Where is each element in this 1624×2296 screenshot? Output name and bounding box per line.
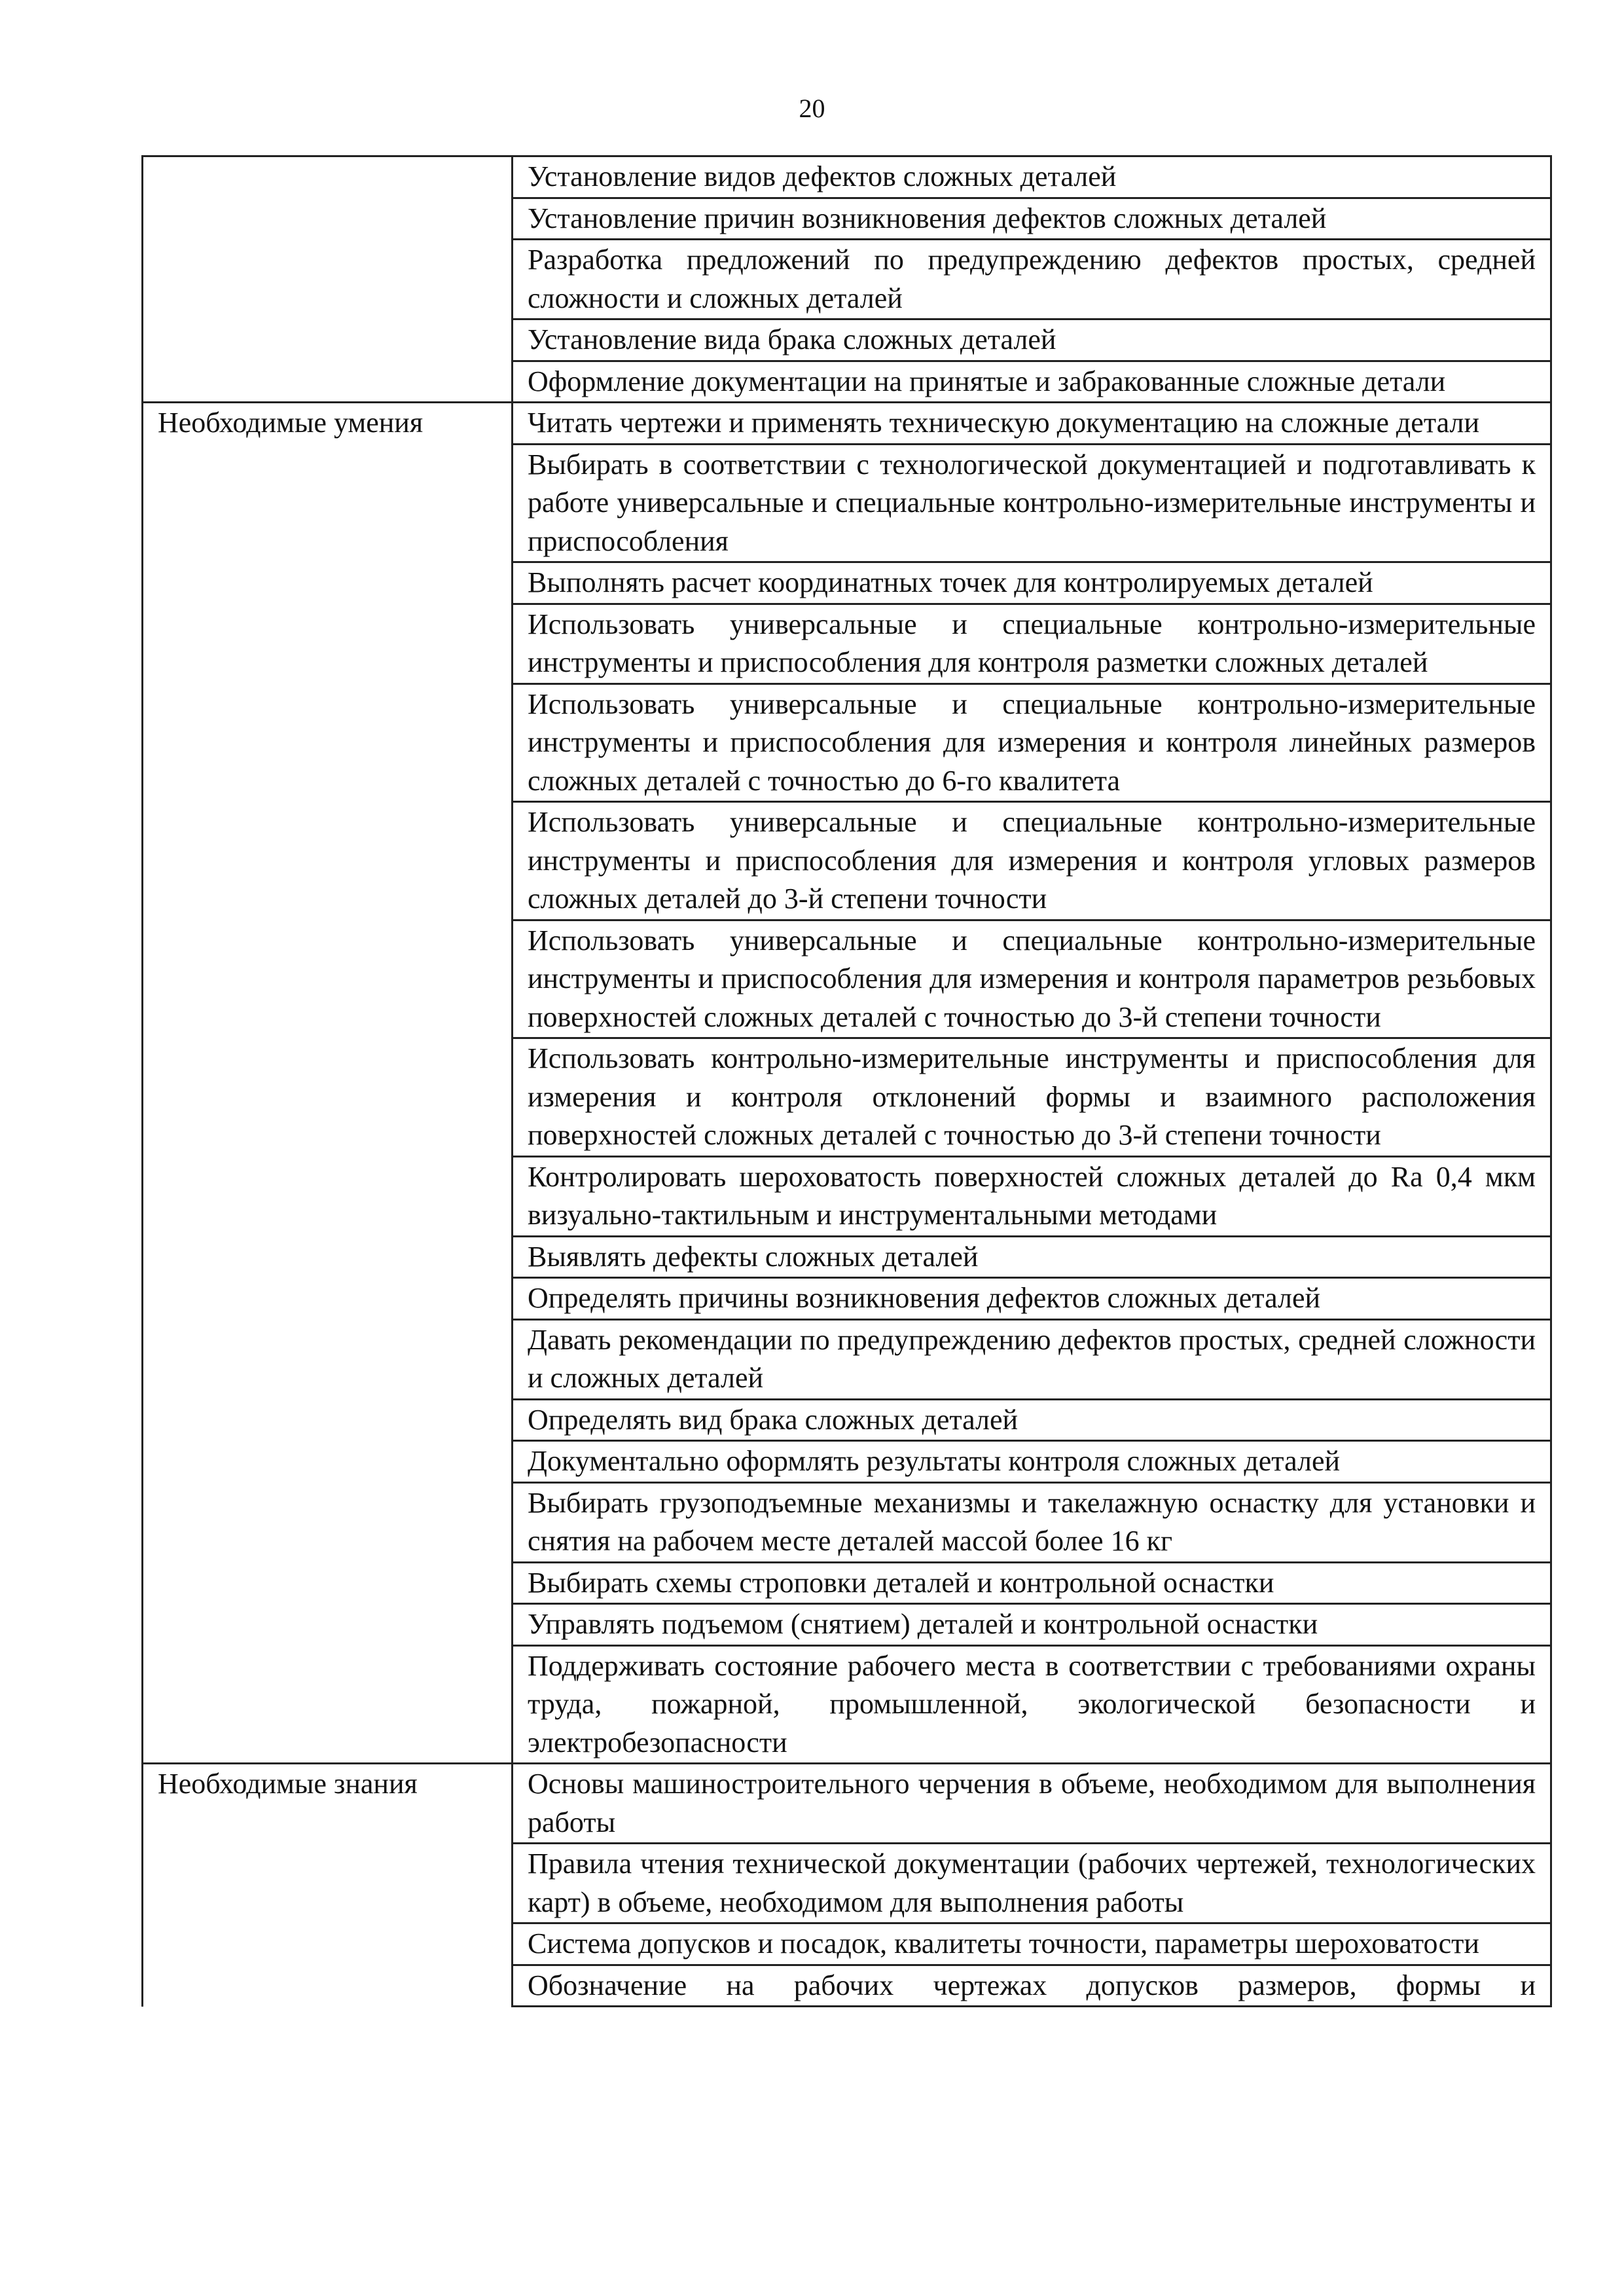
table-row bbox=[143, 240, 1551, 319]
table-row bbox=[143, 1278, 1551, 1320]
skill-text: Выбирать схемы строповки деталей и контрольной оснастки bbox=[513, 1562, 1551, 1604]
table-row bbox=[143, 1441, 1551, 1483]
table-row bbox=[143, 562, 1551, 604]
table-row bbox=[143, 198, 1551, 240]
table-row bbox=[143, 1482, 1551, 1562]
table-row bbox=[143, 403, 1551, 445]
table-row bbox=[143, 683, 1551, 802]
skill-text: Использовать универсальные и специальные контрольно-измерительные инструменты и приспособления для контроля разметки сложных деталей bbox=[513, 604, 1551, 683]
skill-text: Выявлять дефекты сложных деталей bbox=[513, 1236, 1551, 1278]
table-row bbox=[143, 1965, 1551, 2007]
skill-text: Выбирать в соответствии с технологической документацией и подготавливать к работе универсальные и специальные контрольно-измерительные инструменты и приспособления bbox=[513, 444, 1551, 562]
knowledge-text: Основы машиностроительного черчения в объеме, необходимом для выполнения работы bbox=[513, 1764, 1551, 1844]
table-row bbox=[143, 1319, 1551, 1399]
skill-text: Документально оформлять результаты контроля сложных деталей bbox=[513, 1441, 1551, 1483]
requirement-text: Установление причин возникновения дефектов сложных деталей bbox=[513, 198, 1551, 240]
table-row bbox=[143, 1923, 1551, 1965]
knowledge-text: Система допусков и посадок, квалитеты точности, параметры шероховатости bbox=[513, 1923, 1551, 1965]
table-row bbox=[143, 361, 1551, 403]
table-row bbox=[143, 1038, 1551, 1157]
skill-text: Выбирать грузоподъемные механизмы и такелажную оснастку для установки и снятия на рабочем месте деталей массой более 16 кг bbox=[513, 1482, 1551, 1562]
skill-text: Выполнять расчет координатных точек для контролируемых деталей bbox=[513, 562, 1551, 604]
skill-text: Управлять подъемом (снятием) деталей и контрольной оснастки bbox=[513, 1604, 1551, 1646]
table-row bbox=[143, 1562, 1551, 1604]
table-row bbox=[143, 920, 1551, 1038]
skill-text: Использовать универсальные и специальные контрольно-измерительные инструменты и приспособления для измерения и контроля параметров резьбовых поверхностей сложных деталей с точностью до 3-й степени точности bbox=[513, 920, 1551, 1038]
table-row bbox=[143, 604, 1551, 683]
page-number: 20 bbox=[799, 94, 825, 123]
table-row bbox=[143, 1156, 1551, 1236]
section-label bbox=[143, 156, 513, 198]
requirement-text: Оформление документации на принятые и забракованные сложные детали bbox=[513, 361, 1551, 403]
requirement-text: Установление вида брака сложных деталей bbox=[513, 319, 1551, 361]
requirement-text: Установление видов дефектов сложных деталей bbox=[513, 156, 1551, 198]
table-row bbox=[143, 444, 1551, 562]
skill-text: Использовать универсальные и специальные контрольно-измерительные инструменты и приспособления для измерения и контроля угловых размеров сложных деталей до 3-й степени точности bbox=[513, 802, 1551, 920]
skill-text: Определять причины возникновения дефектов сложных деталей bbox=[513, 1278, 1551, 1320]
skill-text: Читать чертежи и применять техническую документацию на сложные детали bbox=[513, 403, 1551, 445]
skill-text: Давать рекомендации по предупреждению дефектов простых, средней сложности и сложных деталей bbox=[513, 1319, 1551, 1399]
table-row bbox=[143, 1844, 1551, 1923]
skill-text: Использовать контрольно-измерительные инструменты и приспособления для измерения и контроля отклонений формы и взаимного расположения поверхностей сложных деталей с точностью до 3-й степени точности bbox=[513, 1038, 1551, 1157]
section-label-skills: Необходимые умения bbox=[143, 403, 513, 445]
table-row bbox=[143, 1764, 1551, 1844]
table-row bbox=[143, 319, 1551, 361]
skill-text: Контролировать шероховатость поверхностей сложных деталей до Ra 0,4 мкм визуально-тактильным и инструментальными методами bbox=[513, 1156, 1551, 1236]
table-row bbox=[143, 1645, 1551, 1764]
requirements-table bbox=[141, 155, 1552, 2007]
table-row bbox=[143, 1236, 1551, 1278]
section-label-knowledge: Необходимые знания bbox=[143, 1764, 513, 1844]
skill-text: Поддерживать состояние рабочего места в соответствии с требованиями охраны труда, пожарной, промышленной, экологической безопасности и электробезопасности bbox=[513, 1645, 1551, 1764]
knowledge-text: Обозначение на рабочих чертежах допусков размеров, формы и bbox=[513, 1965, 1551, 2007]
table-row bbox=[143, 1604, 1551, 1646]
skill-text: Определять вид брака сложных деталей bbox=[513, 1399, 1551, 1441]
requirement-text: Разработка предложений по предупреждению дефектов простых, средней сложности и сложных деталей bbox=[513, 240, 1551, 319]
knowledge-text: Правила чтения технической документации (рабочих чертежей, технологических карт) в объеме, необходимом для выполнения работы bbox=[513, 1844, 1551, 1923]
table-row bbox=[143, 802, 1551, 920]
table-row bbox=[143, 1399, 1551, 1441]
skill-text: Использовать универсальные и специальные контрольно-измерительные инструменты и приспособления для измерения и контроля линейных размеров сложных деталей с точностью до 6-го квалитета bbox=[513, 683, 1551, 802]
table-row bbox=[143, 156, 1551, 198]
